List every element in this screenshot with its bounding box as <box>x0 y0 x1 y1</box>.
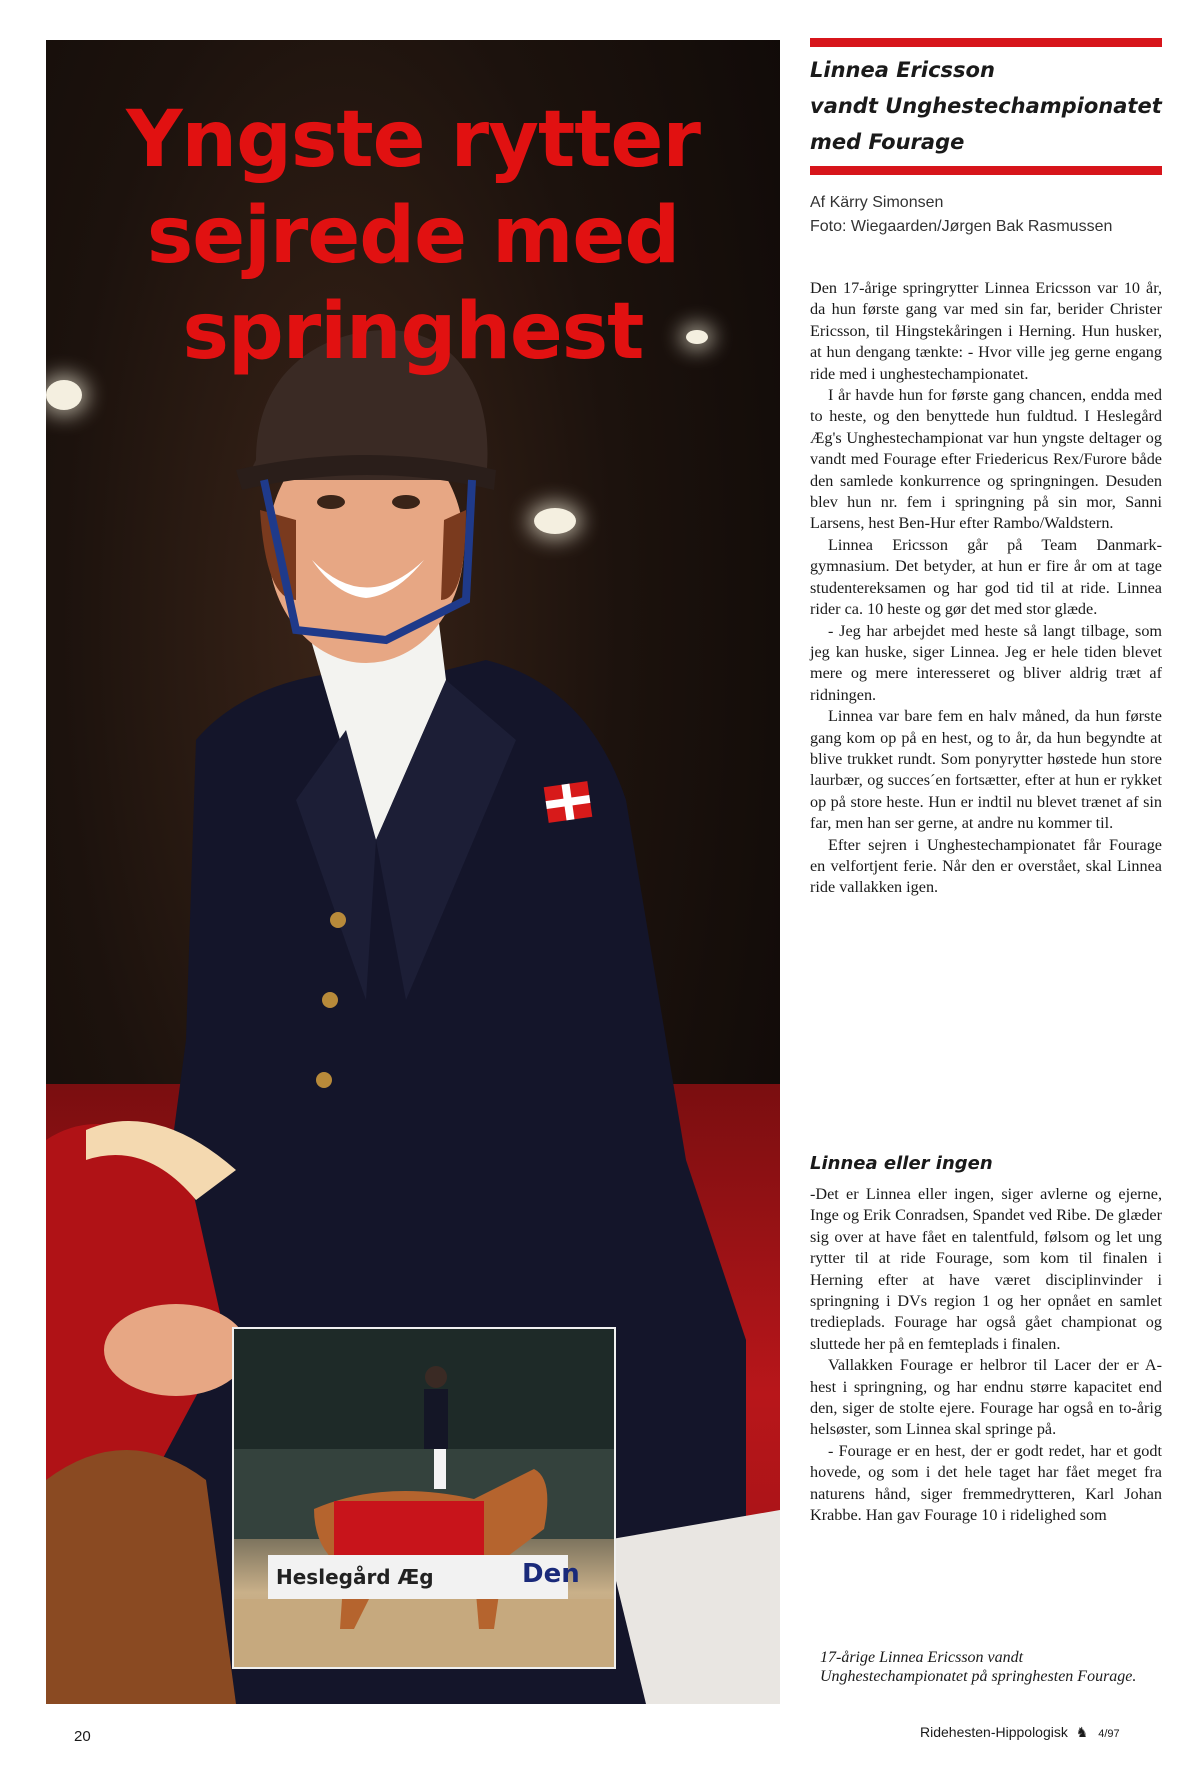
photo-caption: 17-årige Linnea Ericsson vandt Unghestechampionatet på springhesten Fourage. <box>820 1649 1137 1685</box>
top-rule <box>810 38 1162 47</box>
headline-line-1: Yngste rytter <box>126 95 700 185</box>
subtitle <box>810 52 1162 160</box>
inset-sign-text-left: Heslegård Æg <box>276 1565 434 1589</box>
paragraph: I år havde hun for første gang chancen, endda med to heste, og den benyttede hun fuldtud. I Heslegård Æg's Unghestechampionat var hun yngste deltager og vandt med Fourage efter Friedericus Rex/Furore både den samlede konkurrence og springningen. Desuden blev hun nr. fem i springning på sin mor, Sanni Larsens, hest Ben-Hur efter Rambo/Waldstern. <box>810 386 1162 533</box>
inset-arena-scene <box>234 1329 614 1667</box>
article-body-continued <box>810 1184 1162 1527</box>
paragraph: Vallakken Fourage er helbror til Lacer der er A-hest i springning, og har endnu større kapacitet end den, siger de stolte ejere. Fourage har også en to-årig helsøster, som Linnea skal springe på. <box>810 1356 1162 1439</box>
author-credit: Af Kärry Simonsen <box>810 194 944 211</box>
page-number: 20 <box>74 1728 91 1745</box>
article-body <box>810 278 1162 899</box>
paragraph: Den 17-årige springrytter Linnea Ericsson var 10 år, da hun første gang var med sin far, berider Christer Ericsson, til Hingstekåringen i Herning. Hun husker, at hun dengang tænkte: - Hvor ville jeg gerne engang ride med i unghestechampionatet. <box>810 279 1162 383</box>
headline <box>46 92 780 380</box>
paragraph: - Jeg har arbejdet med heste så langt tilbage, som jeg kan huske, siger Linnea. Jeg er hele tiden blevet mere og mere interesseret og bliver aldrig træt af ridningen. <box>810 621 1162 704</box>
paragraph: -Det er Linnea eller ingen, siger avlerne og ejerne, Inge og Erik Conradsen, Spandet ved Ribe. De glæder sig over at have fået en talentfuld, følsom og let ung rytter til at ride Fourage, som kom til finalen i Herning efter at have været disciplinvinder i springning i DVs region 1 og her opnået en samlet tredieplads. Fourage har også gået championat og sluttede her på en femteplads i finalen. <box>810 1185 1162 1353</box>
inset-sign-text-right: Den <box>522 1559 580 1589</box>
subtitle-line-1: Linnea Ericsson <box>810 58 995 82</box>
paragraph: Linnea Ericsson går på Team Danmark-gymnasium. Det betyder, at hun er fire år om at tage studentereksamen og har god tid til at ride. Linnea rider ca. 10 heste og gør det med stor glæde. <box>810 535 1162 619</box>
inset-photo <box>232 1327 616 1669</box>
inset-sponsor-sign <box>268 1555 580 1599</box>
paragraph: Efter sejren i Unghestechampionatet får Fourage en velfortjent ferie. Når den er overstået, skal Linnea ride vallakken igen. <box>810 835 1162 897</box>
section-subhead: Linnea eller ingen <box>810 1153 993 1174</box>
horse-logo-icon: ♞ <box>1075 1724 1089 1740</box>
bottom-rule <box>810 166 1162 175</box>
paragraph: Linnea var bare fem en halv måned, da hun første gang kom op på en hest, og to år, da hun begyndte at blive trukket rundt. Som ponyrytter høstede hun store laurbær, og succes´en fortsætter, efter at hun er rykket op på store heste. Hun er indtil nu blevet trænet af sin far, men han ser gerne, at andre nu kommer til. <box>810 707 1162 833</box>
paragraph: - Fourage er en hest, der er godt redet, har et godt hovede, og som i det hele taget har fået meget fra naturens hånd, siger fremmedrytteren, Karl Johan Krabbe. Han gav Fourage 10 i ridelighed som <box>810 1441 1162 1525</box>
headline-line-3: springhest <box>182 287 644 377</box>
headline-line-2: sejrede med <box>146 191 680 281</box>
magazine-name: Ridehesten-Hippologisk <box>920 1724 1068 1740</box>
photo-credit: Foto: Wiegaarden/Jørgen Bak Rasmussen <box>810 218 1113 235</box>
main-photo <box>46 40 780 1704</box>
issue-number: 4/97 <box>1098 1728 1120 1740</box>
subtitle-line-2: vandt Unghestechampionatet <box>810 94 1162 118</box>
magazine-footer <box>920 1724 1120 1741</box>
subtitle-line-3: med Fourage <box>810 130 965 154</box>
